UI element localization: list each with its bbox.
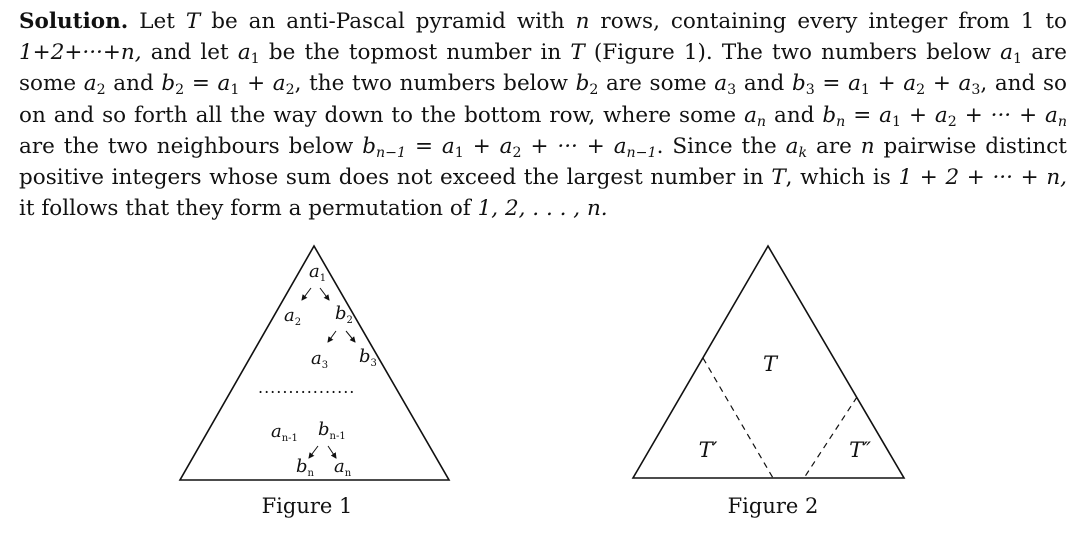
- text: (Figure 1). The two numbers below: [593, 40, 991, 66]
- sub: 1: [860, 82, 870, 99]
- text: , and so: [980, 71, 1067, 97]
- text: and let: [150, 40, 229, 66]
- text: are: [1031, 40, 1068, 66]
- sub: 1: [891, 113, 902, 130]
- math: = a: [415, 133, 455, 159]
- math-permutation: 1, 2, . . . , n.: [477, 196, 608, 222]
- arrow: [320, 288, 329, 300]
- sub: 2: [512, 144, 522, 161]
- math: + a: [932, 71, 972, 97]
- math-b: b: [575, 71, 590, 97]
- math-a: a: [237, 40, 251, 66]
- sub: 1: [1012, 51, 1022, 68]
- figure-2: [633, 246, 904, 518]
- math-a: a: [744, 102, 757, 128]
- label-an-1: $a_{n-1}$: [271, 421, 298, 444]
- text: , the two numbers below: [294, 71, 568, 97]
- text: and: [743, 71, 785, 97]
- math-n: n: [575, 9, 590, 34]
- math-sum: 1+2+···+n,: [19, 40, 142, 66]
- math-b: b: [362, 133, 377, 159]
- text: . Since the: [656, 133, 777, 159]
- math-a: a: [714, 71, 728, 97]
- math-b: b: [791, 71, 806, 97]
- math-a: a: [785, 133, 799, 159]
- text: be the topmost number in: [268, 40, 562, 66]
- label-an: $a_n$: [334, 456, 352, 479]
- sub: n: [756, 113, 767, 130]
- figure-2-caption: Figure 2: [727, 494, 819, 518]
- label-T: T: [762, 352, 778, 376]
- math-T: T: [185, 9, 201, 34]
- sub: 3: [805, 82, 815, 99]
- math-sum: 1 + 2 + ··· + n,: [898, 165, 1068, 191]
- label-b3: $b_3$: [359, 346, 377, 369]
- text: be an anti-Pascal pyramid with: [211, 9, 565, 34]
- arrow: [346, 331, 355, 342]
- ellipsis-row: ................: [258, 378, 356, 397]
- sub: 2: [96, 82, 106, 99]
- arrow: [309, 446, 318, 458]
- solution-heading: Solution.: [19, 9, 129, 34]
- math-n: n: [860, 133, 875, 159]
- math-T: T: [570, 40, 585, 66]
- label-T-prime: T′: [698, 438, 718, 462]
- text: pairwise distinct: [883, 133, 1067, 159]
- sub: 3: [971, 82, 981, 99]
- figure-1: [180, 246, 449, 518]
- math: + a: [472, 133, 513, 159]
- text: positive integers whose sum does not exceed the largest number in: [19, 165, 764, 191]
- text: , which is: [785, 165, 891, 191]
- label-a1: $a_1$: [309, 261, 327, 284]
- sub: 1: [250, 51, 260, 68]
- text: rows, containing every integer from 1 to: [600, 9, 1067, 34]
- text: and: [113, 71, 154, 97]
- math: = a: [822, 71, 861, 97]
- text: some: [19, 71, 77, 97]
- math: + a: [247, 71, 286, 97]
- label-bn: $b_n$: [296, 456, 314, 479]
- math-a: a: [83, 71, 97, 97]
- label-a3: $a_3$: [311, 348, 329, 371]
- text: and: [774, 102, 815, 128]
- math-b: b: [822, 102, 837, 128]
- sub: 2: [947, 113, 957, 130]
- text: on and so forth all the way down to the bottom row, where some: [19, 102, 737, 128]
- figure-1-caption: Figure 1: [261, 494, 353, 518]
- math: = a: [191, 71, 231, 97]
- text: it follows that they form a permutation of: [19, 196, 471, 222]
- label-b2: $b_2$: [335, 303, 353, 326]
- sub: 2: [285, 82, 295, 99]
- arrow: [328, 331, 336, 342]
- sub: 3: [727, 82, 737, 99]
- sub: 1: [454, 144, 464, 161]
- math: = a: [853, 102, 892, 128]
- sub: n−1: [626, 144, 657, 161]
- math: + ··· + a: [530, 133, 627, 159]
- math: + ··· + a: [964, 102, 1058, 128]
- math-a: a: [1000, 40, 1013, 66]
- text: are the two neighbours below: [19, 133, 354, 159]
- sub: k: [798, 144, 808, 161]
- sub: 2: [175, 82, 185, 99]
- text: are some: [606, 71, 707, 97]
- text: Let: [139, 9, 175, 34]
- sub: n: [836, 113, 846, 130]
- sub: 1: [230, 82, 240, 99]
- sub: 2: [916, 82, 926, 99]
- sub: n−1: [376, 144, 407, 161]
- text: are: [816, 133, 852, 159]
- sub: n: [1057, 113, 1067, 130]
- label-bn-1: $b_{n-1}$: [318, 419, 346, 442]
- math: + a: [908, 102, 948, 128]
- math: + a: [877, 71, 917, 97]
- math-T: T: [771, 165, 786, 191]
- label-T-double-prime: T″: [849, 438, 871, 462]
- arrow: [302, 288, 311, 300]
- math-b: b: [161, 71, 176, 97]
- sub: 2: [589, 82, 599, 99]
- label-a2: $a_2$: [284, 305, 302, 328]
